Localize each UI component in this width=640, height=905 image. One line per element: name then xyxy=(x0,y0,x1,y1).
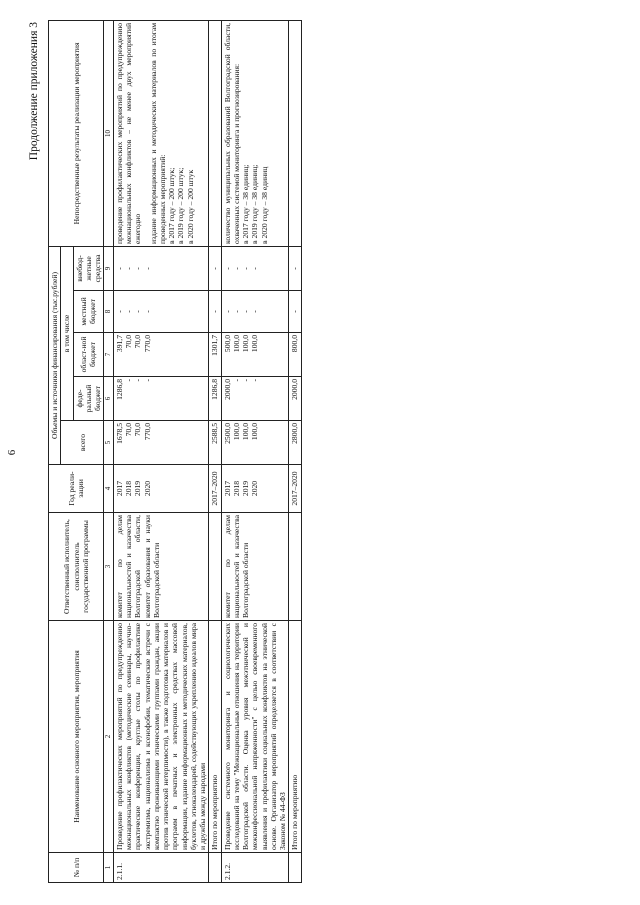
regional-cell xyxy=(221,333,289,377)
result-text: количество муниципальных образований Волгоградской области, охваченных системой мониторинга и прогнозирования: xyxy=(222,22,241,244)
col-number: 3 xyxy=(104,513,114,621)
result-text: в 2020 году – 38 единиц xyxy=(259,166,269,244)
table-row-total xyxy=(209,20,221,882)
header-total: всего xyxy=(61,421,104,465)
measure-name: Проведение профилактических мероприятий по предупреждению межнациональных конфликтов (методические семинары, научно-практические конференции, круглые столы по профилактике экстремизма, национализма и ксенофобии, тематические встречи с компактно проживающими этническими группами граждан, акции против этнической нетерпимости), в также подготовка материалов и программ в печатных и электронных средствах массовой информации, издание информационных и методических материалов, буклетов, этнокалендарей, содействующих укреплению идеалов мира и дружбы между народами xyxy=(113,621,209,853)
table-row xyxy=(221,20,289,882)
total-value: 100,0 xyxy=(250,423,260,441)
offbudget-value: - xyxy=(231,267,241,270)
header-local: местный бюджет xyxy=(73,291,104,333)
federal-cell xyxy=(221,377,289,421)
federal-value: 2000,0 xyxy=(222,379,232,400)
total-value: 770,0 xyxy=(142,423,152,441)
table-row-total xyxy=(289,20,301,882)
header-name: Наименование основного мероприятия, мероприятия xyxy=(49,621,104,853)
header-offbudget: внебюд-жетные средства xyxy=(73,246,104,290)
total-value: 70,0 xyxy=(124,423,134,437)
federal-value: - xyxy=(124,379,134,382)
local-value: - xyxy=(222,310,232,313)
header-year: Год реали-зации xyxy=(49,465,104,513)
offbudget-value: - xyxy=(289,246,301,290)
total-value: 1678,5 xyxy=(114,423,124,444)
measure-name: Проведение системного мониторинга и социологических исследований на тему "Межнациональные отношения на территории Волгоградской области. Оценка уровня межэтнической и межконфессиональной напряженности" с целью своевременного выявления и профилактики социальных конфликтов на этнической основе. Организатор мероприятий определяется в соответствии с Законом № 44-ФЗ xyxy=(221,621,289,853)
local-value: - xyxy=(250,310,260,313)
federal-value: - xyxy=(133,379,143,382)
federal-value: - xyxy=(250,379,260,382)
header-regional: област-ной бюджет xyxy=(73,333,104,377)
col-number: 10 xyxy=(104,20,114,246)
table-row xyxy=(113,20,209,882)
result-text: в 2017 году – 38 единиц; xyxy=(241,164,251,244)
results-cell xyxy=(221,20,289,246)
result-text: издание информационных и методических материалов по итогам проведенных мероприятий: xyxy=(148,22,167,244)
year-value: 2019 xyxy=(133,480,143,497)
result-text: в 2019 году – 200 штук; xyxy=(176,167,186,244)
regional-value: 100,0 xyxy=(231,335,241,353)
federal-value: - xyxy=(142,379,152,382)
results-cell xyxy=(113,20,209,246)
years-cell xyxy=(221,465,289,513)
local-value: - xyxy=(231,310,241,313)
federal-value: 1286,8 xyxy=(209,377,221,421)
year-value: 2017 xyxy=(222,480,232,497)
col-number: 9 xyxy=(104,246,114,290)
years-range: 2017–2020 xyxy=(289,465,301,513)
year-value: 2020 xyxy=(250,480,260,497)
local-cell xyxy=(221,291,289,333)
local-cell xyxy=(113,291,209,333)
offbudget-cell xyxy=(221,246,289,290)
years-range: 2017–2020 xyxy=(209,465,221,513)
funding-table xyxy=(48,20,302,883)
local-value: - xyxy=(114,310,124,313)
offbudget-value: - xyxy=(209,246,221,290)
federal-value: 1286,8 xyxy=(114,379,124,400)
regional-value: 70,0 xyxy=(133,335,143,349)
local-value: - xyxy=(209,291,221,333)
total-value: 100,0 xyxy=(241,423,251,441)
local-value: - xyxy=(124,310,134,313)
federal-value: - xyxy=(231,379,241,382)
total-value: 2800,0 xyxy=(289,421,301,465)
regional-value: 1301,7 xyxy=(209,333,221,377)
col-number: 7 xyxy=(104,333,114,377)
row-number: 2.1.1. xyxy=(113,853,209,883)
regional-value: 800,0 xyxy=(289,333,301,377)
local-value: - xyxy=(142,310,152,313)
year-value: 2017 xyxy=(114,480,124,497)
header-responsible: Ответственный исполнитель, соисполнитель государственной программы xyxy=(49,513,104,621)
regional-value: 70,0 xyxy=(124,335,134,349)
header-num: № п/п xyxy=(49,853,104,883)
total-value: 2500,0 xyxy=(222,423,232,444)
regional-value: 500,0 xyxy=(222,335,232,353)
offbudget-value: - xyxy=(250,267,260,270)
regional-value: 770,0 xyxy=(142,335,152,353)
year-value: 2018 xyxy=(124,480,134,497)
year-value: 2018 xyxy=(231,480,241,497)
regional-cell xyxy=(113,333,209,377)
local-value: - xyxy=(289,291,301,333)
total-value: 2588,5 xyxy=(209,421,221,465)
responsible-executor: комитет по делам национальностей и казачества Волгоградской области xyxy=(221,513,289,621)
result-text: проведение профилактических мероприятий по предупреждению межнациональных конфликтов – не менее двух мероприятий ежегодно xyxy=(114,22,143,244)
result-text: в 2020 году – 200 штук xyxy=(185,169,195,244)
offbudget-value: - xyxy=(142,267,152,270)
total-value: 100,0 xyxy=(231,423,241,441)
year-value: 2019 xyxy=(241,480,251,497)
header-results: Непосредственные результаты реализации мероприятия xyxy=(49,20,104,246)
offbudget-value: - xyxy=(124,267,134,270)
years-cell xyxy=(113,465,209,513)
col-number: 5 xyxy=(104,421,114,465)
total-value: 70,0 xyxy=(133,423,143,437)
offbudget-value: - xyxy=(241,267,251,270)
col-number: 1 xyxy=(104,853,114,883)
federal-cell xyxy=(113,377,209,421)
continuation-title: Продолжение приложения 3 xyxy=(28,22,40,161)
total-cell xyxy=(113,421,209,465)
total-cell xyxy=(221,421,289,465)
local-value: - xyxy=(241,310,251,313)
header-federal: феде-ральный бюджет xyxy=(73,377,104,421)
offbudget-value: - xyxy=(133,267,143,270)
year-value: 2020 xyxy=(142,480,152,497)
offbudget-value: - xyxy=(114,267,124,270)
total-label: Итого по мероприятию xyxy=(209,621,221,853)
federal-value: 2000,0 xyxy=(289,377,301,421)
row-number: 2.1.2. xyxy=(221,853,289,883)
regional-value: 100,0 xyxy=(241,335,251,353)
col-number: 6 xyxy=(104,377,114,421)
offbudget-cell xyxy=(113,246,209,290)
header-including: в том числе xyxy=(61,246,73,420)
regional-value: 100,0 xyxy=(250,335,260,353)
offbudget-value: - xyxy=(222,267,232,270)
total-label: Итого по мероприятию xyxy=(289,621,301,853)
result-text: в 2017 году – 200 штук; xyxy=(167,167,177,244)
header-funding: Объемы и источники финансирования (тыс.рублей) xyxy=(49,246,61,464)
responsible-executor: комитет по делам национальностей и казачества Волгоградской области, комитет образования и науки Волгоградской области xyxy=(113,513,209,621)
col-number: 4 xyxy=(104,465,114,513)
result-text: в 2019 году – 38 единиц; xyxy=(250,164,260,244)
page-number: 6 xyxy=(6,449,18,456)
local-value: - xyxy=(133,310,143,313)
regional-value: 391,7 xyxy=(114,335,124,353)
federal-value: - xyxy=(241,379,251,382)
col-number: 8 xyxy=(104,291,114,333)
col-number: 2 xyxy=(104,621,114,853)
